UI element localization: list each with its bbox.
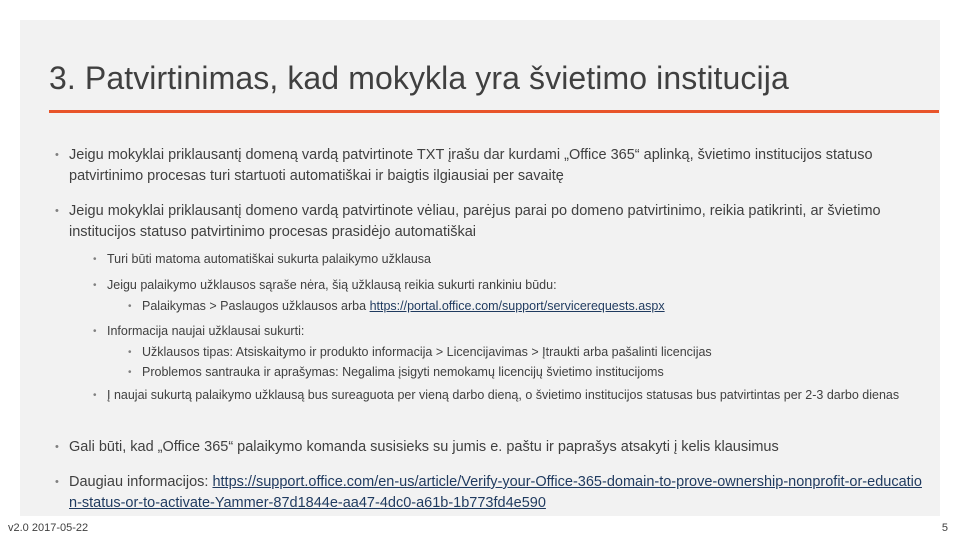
- sub-bullet-1: [93, 250, 907, 269]
- sub-bullet-3: [93, 322, 907, 341]
- bullet-1: [55, 145, 929, 187]
- portal-path-text: Palaikymas > Paslaugos užklausos arba: [142, 299, 370, 313]
- bullet-2-text: Jeigu mokyklai priklausantį domeno vardą patvirtinote vėliau, parėjus parai po domeno patvirtinimo, reikia patikrinti, ar švietimo institucijos statuso patvirtinimo procesas prasidėjo automatiškai: [69, 203, 881, 240]
- more-info-link[interactable]: https://support.office.com/en-us/article/Verify-your-Office-365-domain-to-prove-ownership-nonprofit-or-education-status-or-to-activate-Yammer-87d1844e-aa47-4dc0-a61b-1b773fd4e590: [69, 474, 922, 511]
- bullet-dot-icon: •: [93, 326, 97, 337]
- bullet-dot-icon: •: [93, 390, 97, 401]
- slide: [20, 20, 940, 516]
- bullet-2: [55, 201, 929, 243]
- bullet-4: [55, 472, 929, 514]
- page-number: 5: [941, 522, 948, 534]
- bullet-3: [55, 437, 929, 458]
- bullet-dot-icon: •: [93, 254, 97, 265]
- sub-sub-bullet-portal: [128, 297, 902, 316]
- sub-sub-bullet-request-type: [128, 343, 902, 362]
- sub-bullet-2: [93, 276, 907, 295]
- bullet-dot-icon: •: [55, 476, 59, 488]
- bullet-4-prefix: Daugiau informacijos:: [69, 474, 213, 490]
- bullet-dot-icon: •: [128, 367, 132, 378]
- problem-summary-text: Problemos santrauka ir aprašymas: Negalima įsigyti nemokamų licencijų švietimo institucijoms: [142, 365, 664, 379]
- bullet-1-text: Jeigu mokyklai priklausantį domeną vardą patvirtinote TXT įrašu dar kurdami „Office 365“ aplinką, švietimo institucijos statuso patvirtinimo procesas turi startuoti automatiškai ir baigtis ilgiausiai per savaitę: [69, 147, 873, 184]
- bullet-3-text: Gali būti, kad „Office 365“ palaikymo komanda susisieks su jumis e. paštu ir paprašys atsakyti į kelis klausimus: [69, 439, 779, 455]
- sub-bullet-2-text: Jeigu palaikymo užklausos sąraše nėra, šią užklausą reikia sukurti rankiniu būdu:: [107, 278, 557, 292]
- bullet-dot-icon: •: [55, 205, 59, 217]
- sub-bullet-3-text: Informacija naujai užklausai sukurti:: [107, 324, 305, 338]
- sub-sub-bullet-problem-summary: [128, 363, 902, 382]
- bullet-dot-icon: •: [128, 301, 132, 312]
- slide-title: 3. Patvirtinimas, kad mokykla yra švietimo institucija: [49, 60, 789, 96]
- sub-bullet-1-text: Turi būti matoma automatiškai sukurta palaikymo užklausa: [107, 252, 431, 266]
- title-underline: [49, 110, 939, 113]
- bullet-dot-icon: •: [55, 441, 59, 453]
- request-type-text: Užklausos tipas: Atsiskaitymo ir produkto informacija > Licencijavimas > Įtraukti arba pašalinti licencijas: [142, 345, 712, 359]
- version-label: v2.0 2017-05-22: [8, 522, 89, 534]
- service-requests-link[interactable]: https://portal.office.com/support/servicerequests.aspx: [369, 299, 665, 313]
- sub-bullet-4: [93, 386, 907, 405]
- sub-bullet-4-text: Į naujai sukurtą palaikymo užklausą bus sureaguota per vieną darbo dieną, o švietimo institucijos statusas bus patvirtintas per 2-3 darbo dienas: [107, 388, 900, 402]
- bullet-dot-icon: •: [55, 149, 59, 161]
- bullet-dot-icon: •: [93, 280, 97, 291]
- bullet-dot-icon: •: [128, 347, 132, 358]
